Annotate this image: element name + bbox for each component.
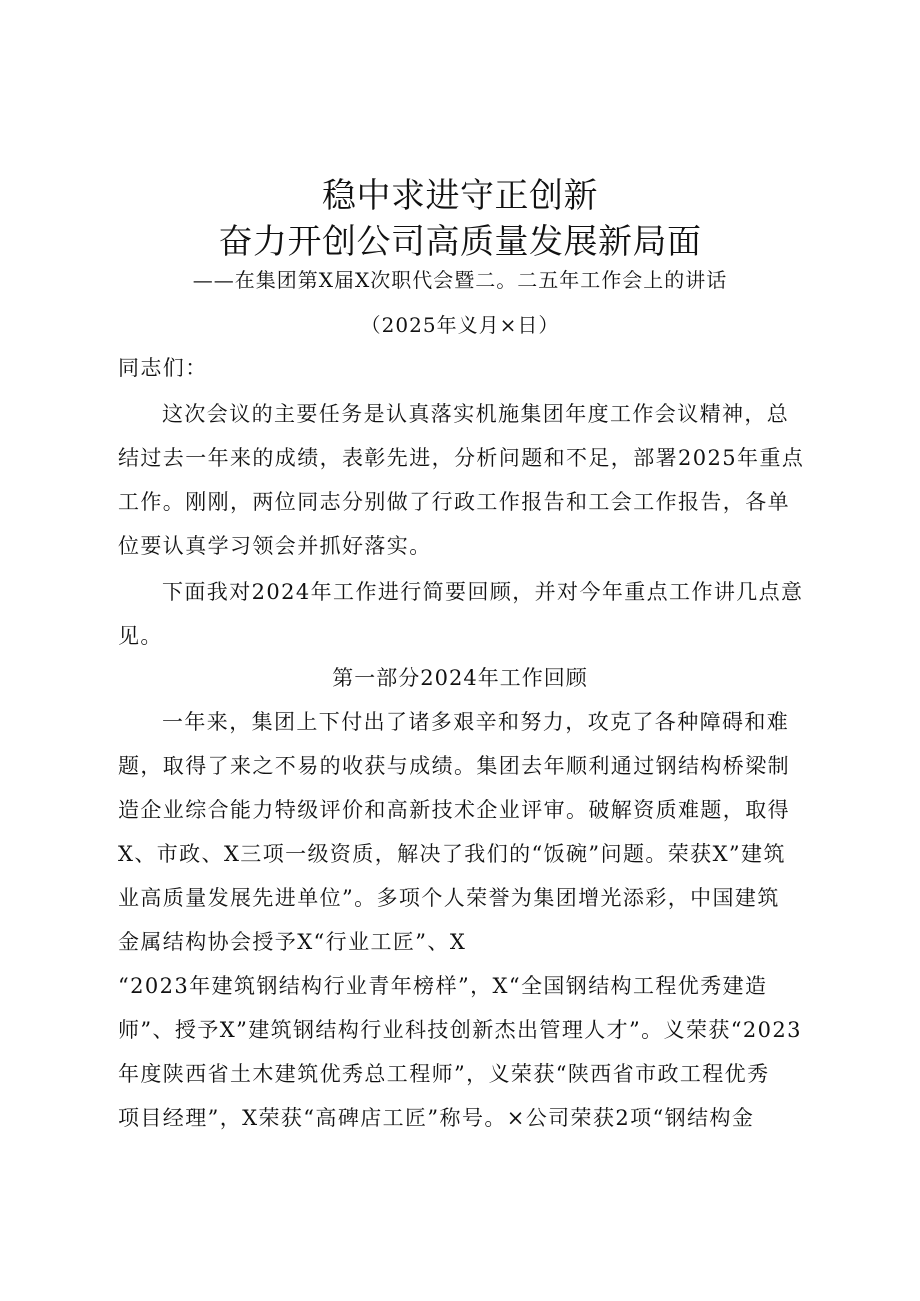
paragraph-3-line: 金属结构协会授予X“行业工匠”、X	[118, 930, 467, 954]
paragraph-3-line: X、市政、X三项一级资质，解决了我们的“饭碗”问题。荣获X”建筑	[118, 842, 786, 866]
section-heading: 第一部分2024年工作回顾	[332, 666, 588, 690]
document-date: （2025年义月×日）	[360, 313, 560, 337]
paragraph-3-line: 业高质量发展先进单位”。多项个人荣誉为集团增光添彩，中国建筑	[118, 886, 780, 910]
paragraph-1-line: 位要认真学习领会并抓好落实。	[118, 534, 432, 558]
document-subtitle: ——在集团第X届X次职代会暨二。二五年工作会上的讲话	[192, 268, 728, 292]
paragraph-3-line: 一年来，集团上下付出了诸多艰辛和努力，攻克了各种障碍和难	[162, 710, 790, 734]
paragraph-3-line: 项目经理”，X荣获“高碑店工匠”称号。×公司荣获2项“钢结构金	[118, 1106, 755, 1130]
salutation: 同志们：	[118, 356, 208, 380]
paragraph-3-line: 年度陕西省土木建筑优秀总工程师”，义荣获“陕西省市政工程优秀	[118, 1062, 770, 1086]
paragraph-1-line: 结过去一年来的成绩，表彰先进，分析问题和不足，部署2025年重点	[118, 446, 805, 470]
paragraph-2-line: 见。	[118, 624, 163, 648]
document-title-line-1: 稳中求进守正创新	[322, 176, 598, 216]
paragraph-2-line: 下面我对2024年工作进行简要回顾，并对今年重点工作讲几点意	[162, 580, 804, 604]
paragraph-1-line: 工作。刚刚，两位同志分别做了行政工作报告和工会工作报告，各单	[118, 490, 790, 514]
document-title-line-2: 奋力开创公司高质量发展新局面	[218, 222, 702, 262]
paragraph-3-line: 师”、授予X”建筑钢结构行业科技创新杰出管理人才”。义荣获“2023	[118, 1018, 802, 1042]
paragraph-3-line: “2023年建筑钢结构行业青年榜样”，X“全国钢结构工程优秀建造	[118, 974, 768, 998]
paragraph-3-line: 题，取得了来之不易的收获与成绩。集团去年顺利通过钢结构桥梁制	[118, 754, 790, 778]
paragraph-3-line: 造企业综合能力特级评价和高新技术企业评审。破解资质难题，取得	[118, 798, 790, 822]
paragraph-1-line: 这次会议的主要任务是认真落实机施集团年度工作会议精神，总	[162, 402, 790, 426]
